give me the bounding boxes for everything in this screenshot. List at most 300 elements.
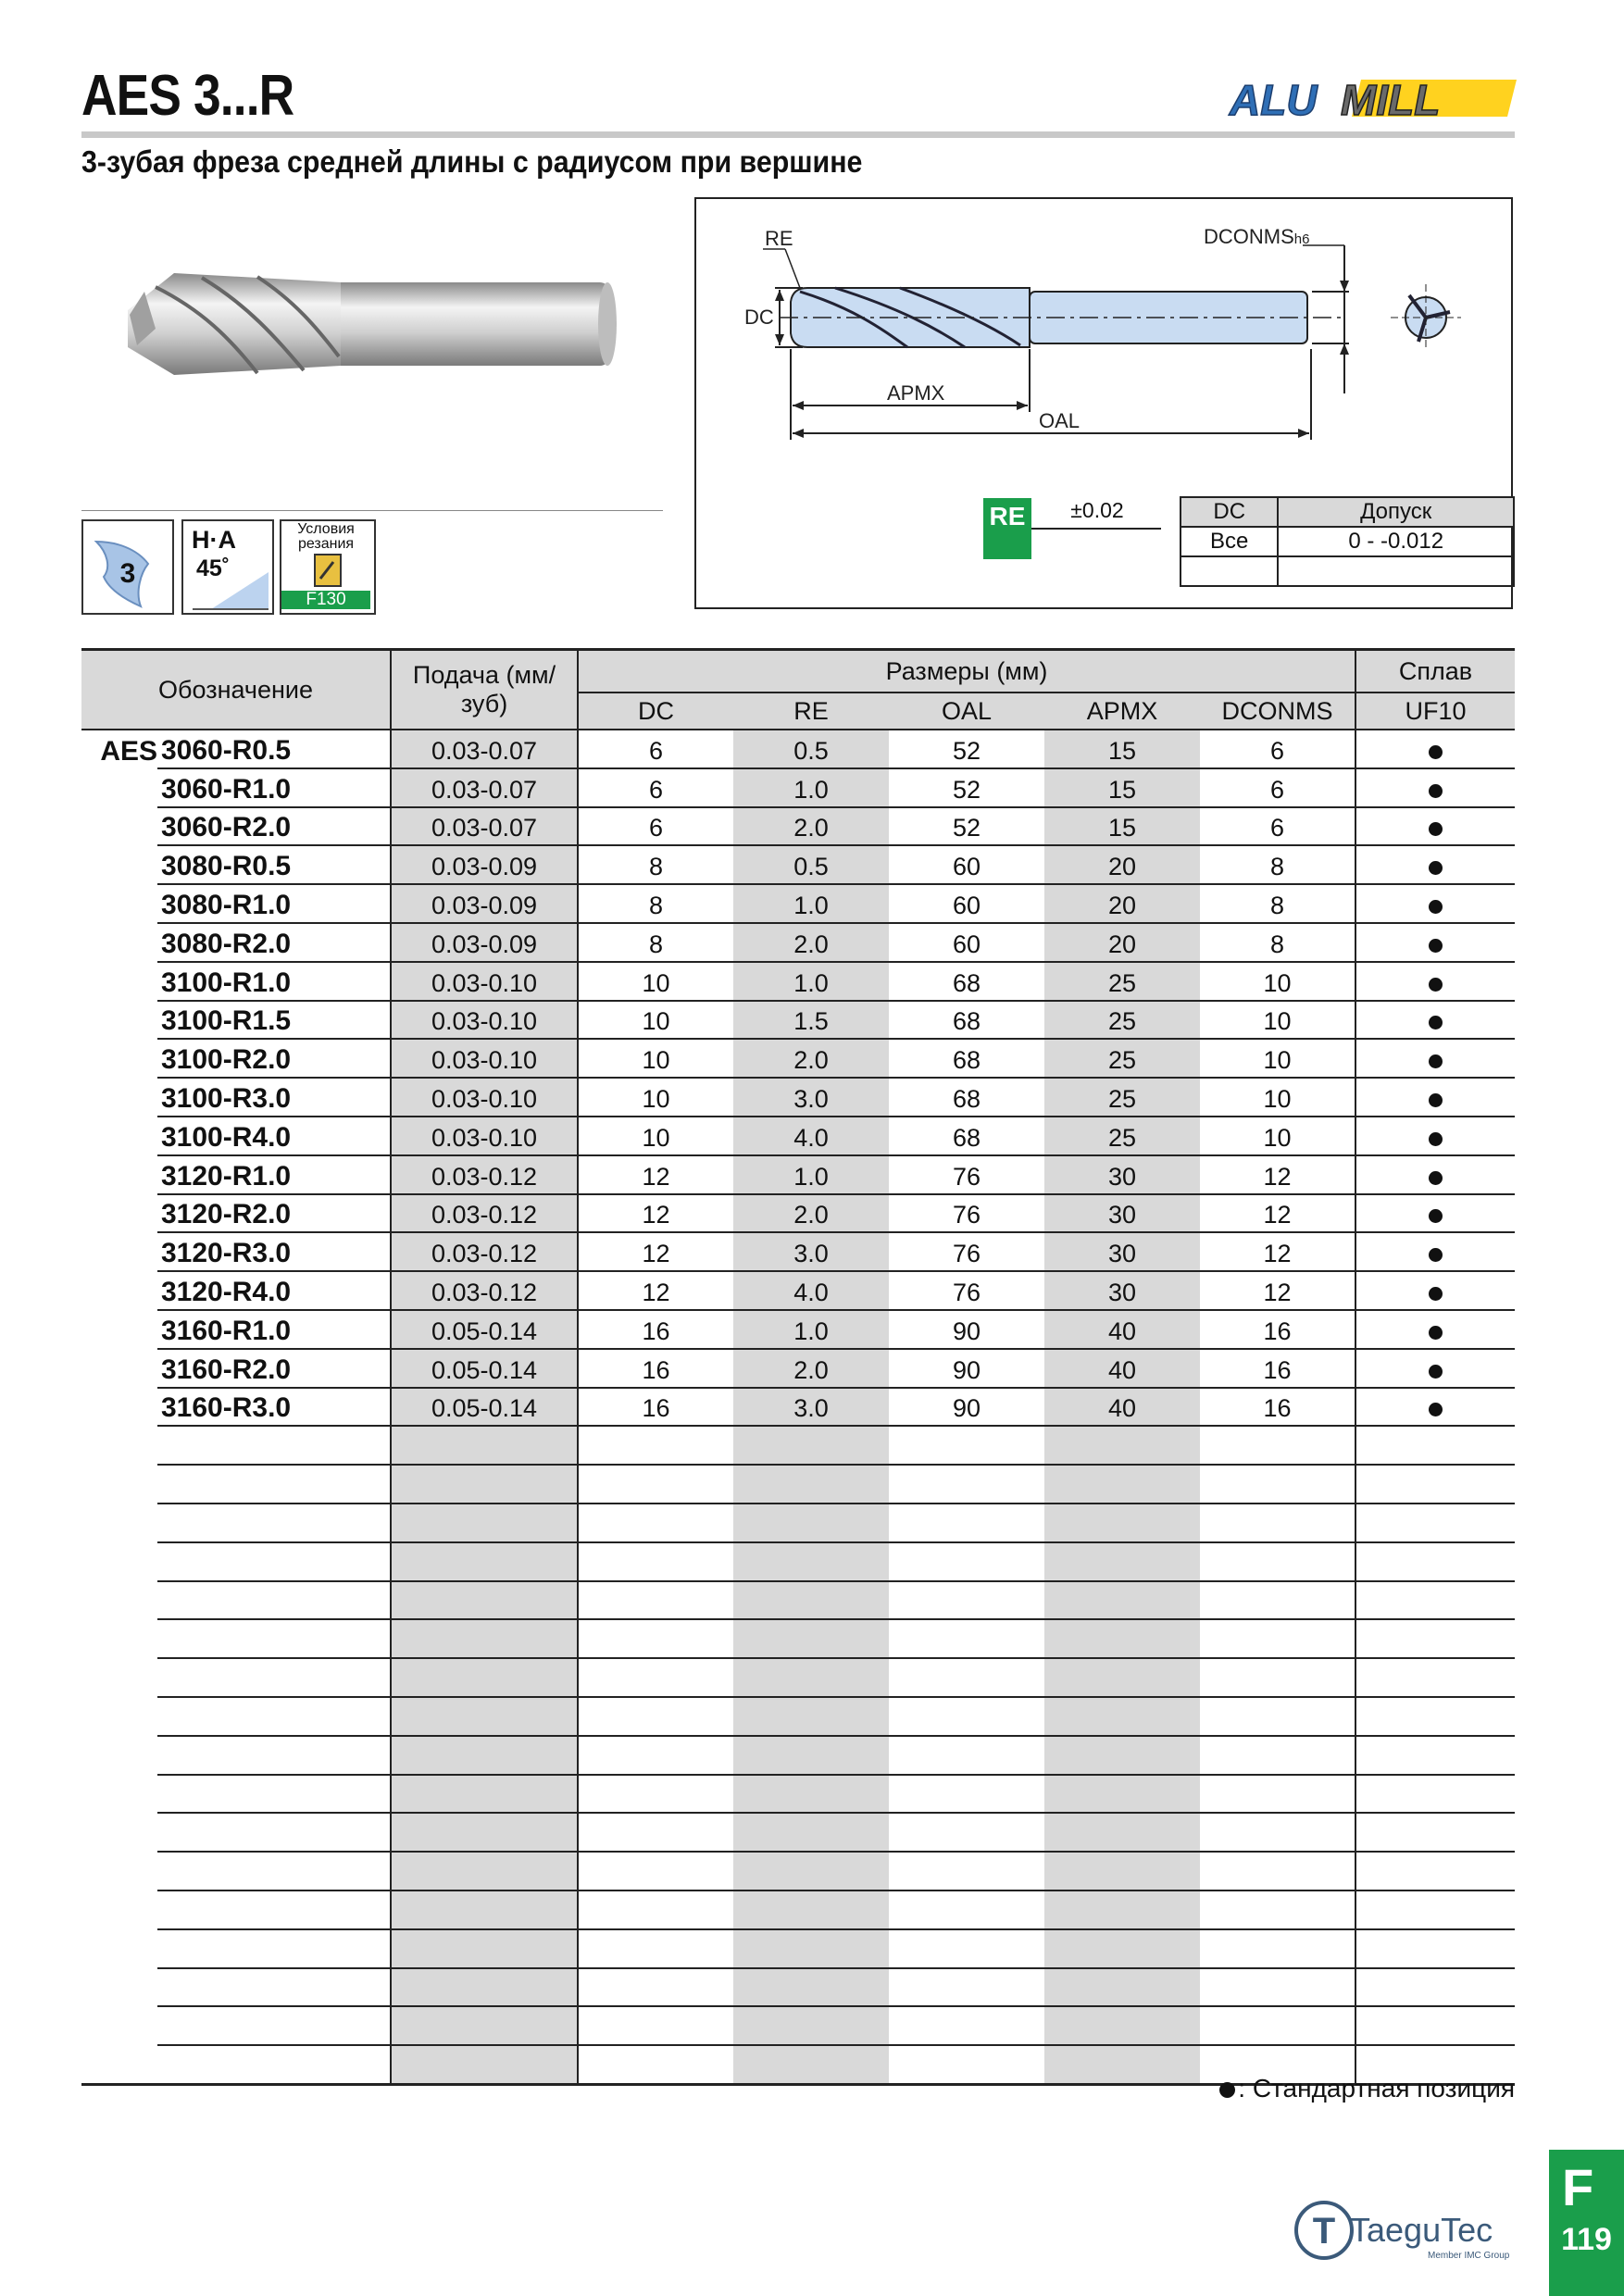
row-apmx xyxy=(1044,1465,1200,1504)
row-code xyxy=(157,1465,391,1504)
row-dconms: 8 xyxy=(1200,884,1355,923)
legend-text: : Стандартная позиция xyxy=(1238,2074,1515,2103)
row-prefix xyxy=(81,1504,157,1542)
row-apmx: 15 xyxy=(1044,768,1200,807)
row-dc xyxy=(578,1813,733,1852)
legend xyxy=(1213,2074,1515,2103)
col-dc: DC xyxy=(578,693,733,730)
row-re xyxy=(733,1542,889,1581)
row-code: 3160-R3.0 xyxy=(157,1388,391,1427)
standard-dot-icon xyxy=(1429,1171,1443,1185)
row-dconms xyxy=(1200,1658,1355,1697)
row-feed: 0.03-0.12 xyxy=(391,1194,578,1233)
standard-dot-icon xyxy=(1429,822,1443,836)
row-re xyxy=(733,2045,889,2084)
row-dconms xyxy=(1200,1736,1355,1775)
row-prefix xyxy=(81,1078,157,1117)
row-code xyxy=(157,1813,391,1852)
row-re: 2.0 xyxy=(733,1194,889,1233)
col-re: RE xyxy=(733,693,889,730)
row-dconms: 12 xyxy=(1200,1194,1355,1233)
row-prefix xyxy=(81,1039,157,1078)
tol-cell: Все xyxy=(1181,527,1278,556)
row-code xyxy=(157,1697,391,1736)
row-dc: 16 xyxy=(578,1388,733,1427)
row-re: 1.5 xyxy=(733,1001,889,1040)
tol-cell: 0 - -0.012 xyxy=(1278,527,1514,556)
table-row xyxy=(81,884,1515,923)
row-re xyxy=(733,1504,889,1542)
row-apmx: 30 xyxy=(1044,1271,1200,1310)
row-oal: 90 xyxy=(889,1310,1044,1349)
table-row xyxy=(81,923,1515,962)
row-code xyxy=(157,1775,391,1814)
row-dconms xyxy=(1200,1929,1355,1968)
row-code xyxy=(157,2006,391,2045)
row-apmx xyxy=(1044,1542,1200,1581)
row-feed: 0.03-0.10 xyxy=(391,1001,578,1040)
standard-dot-icon xyxy=(1429,784,1443,798)
row-uf10 xyxy=(1355,1890,1515,1929)
row-apmx: 40 xyxy=(1044,1349,1200,1388)
row-dc xyxy=(578,1658,733,1697)
row-dc: 10 xyxy=(578,962,733,1001)
row-re xyxy=(733,1581,889,1620)
row-feed xyxy=(391,1929,578,1968)
row-dconms: 6 xyxy=(1200,807,1355,846)
row-code: 3120-R3.0 xyxy=(157,1232,391,1271)
row-feed xyxy=(391,1775,578,1814)
row-feed xyxy=(391,1813,578,1852)
row-apmx: 25 xyxy=(1044,1117,1200,1155)
row-dc: 16 xyxy=(578,1349,733,1388)
row-apmx xyxy=(1044,1929,1200,1968)
row-re xyxy=(733,1426,889,1465)
row-feed: 0.03-0.07 xyxy=(391,807,578,846)
row-dc: 12 xyxy=(578,1155,733,1194)
row-feed: 0.05-0.14 xyxy=(391,1388,578,1427)
row-prefix xyxy=(81,1426,157,1465)
row-oal xyxy=(889,1542,1044,1581)
row-feed xyxy=(391,1852,578,1890)
apmx-label: APMX xyxy=(887,381,945,405)
table-row xyxy=(81,1465,1515,1504)
row-dc xyxy=(578,2006,733,2045)
row-feed: 0.03-0.09 xyxy=(391,845,578,884)
table-row xyxy=(81,845,1515,884)
row-feed xyxy=(391,2006,578,2045)
row-code xyxy=(157,1619,391,1658)
row-feed: 0.03-0.12 xyxy=(391,1271,578,1310)
row-code: 3080-R2.0 xyxy=(157,923,391,962)
table-row xyxy=(81,1310,1515,1349)
col-feed: Подача (мм/зуб) xyxy=(391,650,578,730)
row-feed xyxy=(391,1736,578,1775)
row-feed: 0.05-0.14 xyxy=(391,1310,578,1349)
table-row xyxy=(81,1542,1515,1581)
standard-dot-icon xyxy=(1219,2082,1235,2098)
row-apmx xyxy=(1044,1426,1200,1465)
oal-label: OAL xyxy=(1039,409,1081,432)
row-re: 2.0 xyxy=(733,923,889,962)
row-dconms: 8 xyxy=(1200,923,1355,962)
row-feed: 0.03-0.09 xyxy=(391,923,578,962)
row-apmx xyxy=(1044,1581,1200,1620)
row-oal: 60 xyxy=(889,845,1044,884)
row-code xyxy=(157,1929,391,1968)
row-dconms xyxy=(1200,1581,1355,1620)
re-tolerance-value: ±0.02 xyxy=(1070,498,1124,522)
standard-dot-icon xyxy=(1429,1016,1443,1029)
row-feed xyxy=(391,1890,578,1929)
row-feed xyxy=(391,1581,578,1620)
row-uf10 xyxy=(1355,1232,1515,1271)
table-row xyxy=(81,1968,1515,2007)
row-uf10 xyxy=(1355,1388,1515,1427)
row-uf10 xyxy=(1355,1736,1515,1775)
row-code xyxy=(157,1968,391,2007)
row-uf10 xyxy=(1355,1039,1515,1078)
table-row xyxy=(81,1388,1515,1427)
row-apmx xyxy=(1044,2045,1200,2084)
row-code: 3100-R1.0 xyxy=(157,962,391,1001)
row-oal: 68 xyxy=(889,1117,1044,1155)
page-number: 119 xyxy=(1561,2222,1612,2257)
row-oal: 60 xyxy=(889,923,1044,962)
row-dconms xyxy=(1200,1852,1355,1890)
standard-dot-icon xyxy=(1429,900,1443,914)
standard-dot-icon xyxy=(1429,1287,1443,1301)
table-row xyxy=(81,1658,1515,1697)
row-dc: 8 xyxy=(578,845,733,884)
row-prefix xyxy=(81,845,157,884)
row-uf10 xyxy=(1355,1078,1515,1117)
row-dconms: 6 xyxy=(1200,730,1355,768)
row-dconms: 12 xyxy=(1200,1155,1355,1194)
row-code: 3060-R1.0 xyxy=(157,768,391,807)
row-re xyxy=(733,1968,889,2007)
row-dconms: 6 xyxy=(1200,768,1355,807)
row-code xyxy=(157,1581,391,1620)
row-uf10 xyxy=(1355,1465,1515,1504)
helix-angle-value: 45˚ xyxy=(196,555,231,581)
row-code: 3100-R4.0 xyxy=(157,1117,391,1155)
row-oal: 76 xyxy=(889,1194,1044,1233)
row-oal xyxy=(889,1852,1044,1890)
row-prefix xyxy=(81,1232,157,1271)
row-uf10 xyxy=(1355,1001,1515,1040)
table-row xyxy=(81,1155,1515,1194)
row-apmx: 30 xyxy=(1044,1232,1200,1271)
row-dconms: 10 xyxy=(1200,1039,1355,1078)
row-prefix xyxy=(81,2006,157,2045)
row-uf10 xyxy=(1355,1929,1515,1968)
row-uf10 xyxy=(1355,1426,1515,1465)
row-re xyxy=(733,1852,889,1890)
row-uf10 xyxy=(1355,1271,1515,1310)
row-feed xyxy=(391,1504,578,1542)
tol-header-tolerance: Допуск xyxy=(1278,497,1514,527)
row-re xyxy=(733,1929,889,1968)
row-oal: 52 xyxy=(889,807,1044,846)
row-re: 3.0 xyxy=(733,1388,889,1427)
row-apmx xyxy=(1044,1775,1200,1814)
row-dc xyxy=(578,1426,733,1465)
row-prefix xyxy=(81,1117,157,1155)
row-feed: 0.03-0.10 xyxy=(391,1039,578,1078)
row-feed xyxy=(391,1968,578,2007)
row-dconms xyxy=(1200,1890,1355,1929)
table-row xyxy=(81,1890,1515,1929)
row-feed xyxy=(391,1426,578,1465)
standard-dot-icon xyxy=(1429,1365,1443,1379)
row-dconms xyxy=(1200,1504,1355,1542)
row-apmx xyxy=(1044,1890,1200,1929)
row-oal: 68 xyxy=(889,962,1044,1001)
re-label: RE xyxy=(765,227,793,250)
row-prefix xyxy=(81,1775,157,1814)
row-feed: 0.03-0.12 xyxy=(391,1232,578,1271)
row-feed xyxy=(391,1619,578,1658)
row-prefix xyxy=(81,1852,157,1890)
row-dc xyxy=(578,1542,733,1581)
svg-text:3: 3 xyxy=(119,558,136,589)
row-dconms: 12 xyxy=(1200,1271,1355,1310)
row-apmx: 15 xyxy=(1044,730,1200,768)
row-oal: 90 xyxy=(889,1388,1044,1427)
standard-dot-icon xyxy=(1429,1248,1443,1262)
standard-dot-icon xyxy=(1429,1093,1443,1107)
row-feed xyxy=(391,1697,578,1736)
end-view-icon xyxy=(1391,284,1461,351)
table-row xyxy=(81,1813,1515,1852)
table-row xyxy=(81,962,1515,1001)
row-prefix xyxy=(81,1929,157,1968)
row-dc xyxy=(578,1581,733,1620)
row-oal: 52 xyxy=(889,768,1044,807)
row-oal: 90 xyxy=(889,1349,1044,1388)
row-uf10 xyxy=(1355,1658,1515,1697)
row-dc xyxy=(578,1619,733,1658)
table-row xyxy=(81,1194,1515,1233)
standard-dot-icon xyxy=(1429,1403,1443,1416)
row-uf10 xyxy=(1355,730,1515,768)
three-flute-icon xyxy=(83,521,172,613)
row-apmx: 25 xyxy=(1044,1039,1200,1078)
row-oal xyxy=(889,2045,1044,2084)
header-rule xyxy=(81,131,1515,138)
row-dconms xyxy=(1200,1775,1355,1814)
row-dconms xyxy=(1200,1465,1355,1504)
col-designation: Обозначение xyxy=(81,650,391,730)
section-letter: F xyxy=(1562,2158,1594,2216)
row-prefix xyxy=(81,1736,157,1775)
page-title: AES 3...R xyxy=(81,64,294,128)
row-re: 3.0 xyxy=(733,1078,889,1117)
row-dc: 6 xyxy=(578,807,733,846)
row-dc: 10 xyxy=(578,1117,733,1155)
col-grade-uf10: UF10 xyxy=(1355,693,1515,730)
table-row xyxy=(81,1504,1515,1542)
row-feed: 0.03-0.12 xyxy=(391,1155,578,1194)
row-oal xyxy=(889,1504,1044,1542)
row-apmx: 30 xyxy=(1044,1155,1200,1194)
row-prefix xyxy=(81,1349,157,1388)
row-dconms xyxy=(1200,1968,1355,2007)
svg-text:Member IMC Group: Member IMC Group xyxy=(1428,2251,1510,2261)
row-dc: 6 xyxy=(578,768,733,807)
row-dconms xyxy=(1200,1813,1355,1852)
row-dconms: 10 xyxy=(1200,1001,1355,1040)
row-apmx xyxy=(1044,1504,1200,1542)
cutting-conditions-label: Условия резания xyxy=(297,521,355,552)
col-alloy: Сплав xyxy=(1355,650,1515,693)
row-code: 3120-R2.0 xyxy=(157,1194,391,1233)
row-feed: 0.03-0.07 xyxy=(391,730,578,768)
standard-dot-icon xyxy=(1429,1209,1443,1223)
row-code: 3100-R1.5 xyxy=(157,1001,391,1040)
row-re xyxy=(733,1658,889,1697)
row-apmx: 20 xyxy=(1044,923,1200,962)
row-prefix xyxy=(81,1465,157,1504)
svg-text:ALU: ALU xyxy=(1230,76,1318,124)
row-uf10 xyxy=(1355,768,1515,807)
row-prefix xyxy=(81,1310,157,1349)
row-uf10 xyxy=(1355,845,1515,884)
row-code xyxy=(157,1426,391,1465)
row-oal xyxy=(889,2006,1044,2045)
tool-photo xyxy=(119,236,637,421)
row-apmx xyxy=(1044,2006,1200,2045)
row-dc xyxy=(578,2045,733,2084)
row-dc: 12 xyxy=(578,1271,733,1310)
row-dconms xyxy=(1200,1619,1355,1658)
table-row xyxy=(81,1852,1515,1890)
row-dc xyxy=(578,1968,733,2007)
row-prefix xyxy=(81,1581,157,1620)
dc-label: DC xyxy=(744,306,774,329)
row-uf10 xyxy=(1355,1194,1515,1233)
row-dconms: 8 xyxy=(1200,845,1355,884)
row-dconms: 16 xyxy=(1200,1388,1355,1427)
row-dc xyxy=(578,1852,733,1890)
row-dc xyxy=(578,1504,733,1542)
row-code: 3120-R4.0 xyxy=(157,1271,391,1310)
row-apmx: 25 xyxy=(1044,1078,1200,1117)
row-dconms xyxy=(1200,1697,1355,1736)
table-row xyxy=(81,730,1515,768)
row-uf10 xyxy=(1355,1542,1515,1581)
row-dconms: 12 xyxy=(1200,1232,1355,1271)
row-oal xyxy=(889,1465,1044,1504)
col-oal: OAL xyxy=(889,693,1044,730)
table-row xyxy=(81,1736,1515,1775)
col-dconms: DCONMS xyxy=(1200,693,1355,730)
row-uf10 xyxy=(1355,1504,1515,1542)
row-re xyxy=(733,1813,889,1852)
row-apmx xyxy=(1044,1852,1200,1890)
row-uf10 xyxy=(1355,1117,1515,1155)
row-oal: 68 xyxy=(889,1078,1044,1117)
taegutec-logo xyxy=(1289,2190,1520,2264)
row-oal: 76 xyxy=(889,1155,1044,1194)
row-prefix xyxy=(81,1388,157,1427)
row-re xyxy=(733,1465,889,1504)
row-prefix xyxy=(81,884,157,923)
col-dimensions: Размеры (мм) xyxy=(578,650,1355,693)
row-prefix xyxy=(81,1813,157,1852)
row-uf10 xyxy=(1355,1697,1515,1736)
row-code xyxy=(157,1504,391,1542)
row-dc: 16 xyxy=(578,1310,733,1349)
row-prefix xyxy=(81,1542,157,1581)
row-oal xyxy=(889,1658,1044,1697)
row-apmx: 40 xyxy=(1044,1310,1200,1349)
table-row xyxy=(81,768,1515,807)
row-dc: 10 xyxy=(578,1039,733,1078)
table-row xyxy=(81,1349,1515,1388)
row-feed: 0.05-0.14 xyxy=(391,1349,578,1388)
row-oal xyxy=(889,1813,1044,1852)
table-row xyxy=(81,1581,1515,1620)
svg-text:TaeguTec: TaeguTec xyxy=(1350,2211,1493,2249)
row-uf10 xyxy=(1355,1155,1515,1194)
row-apmx: 40 xyxy=(1044,1388,1200,1427)
table-row xyxy=(81,1697,1515,1736)
row-oal xyxy=(889,1736,1044,1775)
row-dconms xyxy=(1200,1542,1355,1581)
row-feed: 0.03-0.10 xyxy=(391,962,578,1001)
row-dconms: 10 xyxy=(1200,1117,1355,1155)
cutting-conditions-code[interactable]: F130 xyxy=(281,591,370,609)
tol-header-dc: DC xyxy=(1181,497,1278,527)
row-uf10 xyxy=(1355,807,1515,846)
row-code: 3120-R1.0 xyxy=(157,1155,391,1194)
row-dc xyxy=(578,1775,733,1814)
row-uf10 xyxy=(1355,2006,1515,2045)
row-re xyxy=(733,1890,889,1929)
table-row xyxy=(81,1078,1515,1117)
row-re xyxy=(733,1619,889,1658)
row-apmx: 30 xyxy=(1044,1194,1200,1233)
row-apmx xyxy=(1044,1813,1200,1852)
row-apmx: 25 xyxy=(1044,1001,1200,1040)
row-prefix xyxy=(81,1155,157,1194)
tol-cell xyxy=(1181,556,1278,586)
flutes-badge xyxy=(81,519,174,615)
svg-text:MILL: MILL xyxy=(1341,76,1441,124)
row-uf10 xyxy=(1355,1619,1515,1658)
row-re: 1.0 xyxy=(733,768,889,807)
row-oal xyxy=(889,1890,1044,1929)
row-uf10 xyxy=(1355,923,1515,962)
row-prefix xyxy=(81,1890,157,1929)
table-row xyxy=(81,1775,1515,1814)
row-feed xyxy=(391,1658,578,1697)
row-dc xyxy=(578,1697,733,1736)
row-re: 1.0 xyxy=(733,1155,889,1194)
row-re xyxy=(733,1775,889,1814)
table-row xyxy=(81,1001,1515,1040)
row-feed: 0.03-0.07 xyxy=(391,768,578,807)
row-prefix xyxy=(81,1968,157,2007)
col-apmx: APMX xyxy=(1044,693,1200,730)
row-re xyxy=(733,2006,889,2045)
table-row xyxy=(81,1232,1515,1271)
row-re: 0.5 xyxy=(733,730,889,768)
alumill-logo xyxy=(1222,72,1518,124)
row-uf10 xyxy=(1355,1775,1515,1814)
